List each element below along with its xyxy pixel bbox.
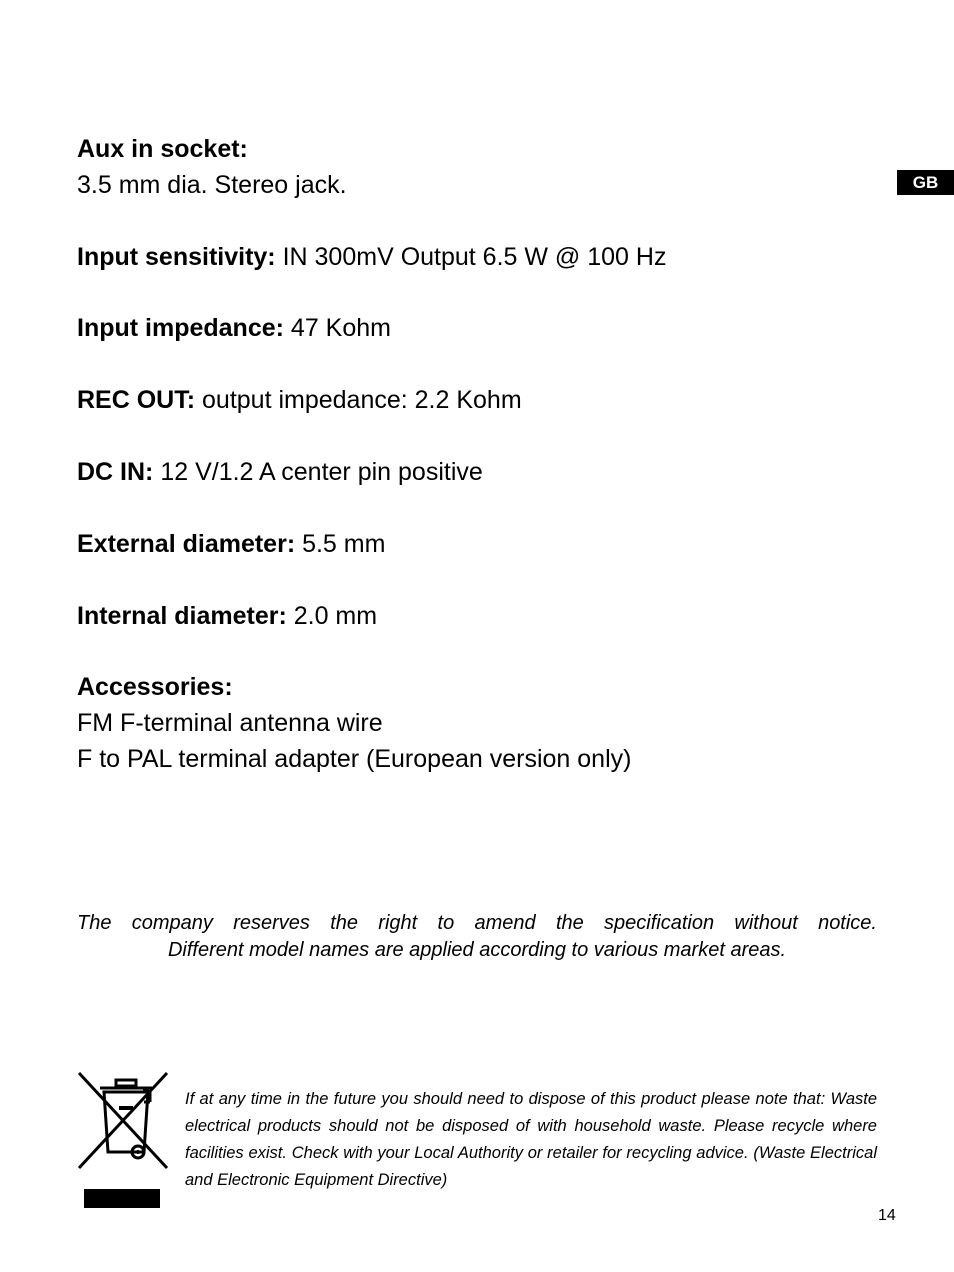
disposal-notice: If at any time in the future you should need to dispose of this product please note that: Waste electrical products should not be disposed of with household waste. Please recycle where facilities exist. Check with your Local Authority or retailer for recycling advice. (Waste Electrical and Electronic Equipment Directive) bbox=[185, 1090, 877, 1189]
notice-line: Different model names are applied according to various market areas. bbox=[167, 939, 787, 961]
specification-notice bbox=[77, 910, 877, 964]
spec-label: Aux in socket: bbox=[77, 135, 248, 163]
spec-label: Input impedance: bbox=[77, 314, 284, 342]
spec-label: Input sensitivity: bbox=[77, 243, 276, 271]
accessory-item: F to PAL terminal adapter (European version only) bbox=[77, 745, 632, 773]
rec-out-spec bbox=[77, 382, 522, 418]
spec-value: 5.5 mm bbox=[295, 530, 386, 558]
spec-label: Internal diameter: bbox=[77, 602, 287, 630]
internal-diameter-spec bbox=[77, 598, 377, 634]
spec-label: DC IN: bbox=[77, 458, 154, 486]
aux-in-socket-value: 3.5 mm dia. Stereo jack. bbox=[77, 171, 347, 199]
spec-label: REC OUT: bbox=[77, 386, 196, 414]
spec-value: 2.0 mm bbox=[286, 602, 378, 630]
input-sensitivity-spec bbox=[77, 239, 666, 275]
notice-line: The company reserves the right to amend the specification without notice. bbox=[77, 912, 877, 934]
external-diameter-spec bbox=[77, 526, 385, 562]
page-number: 14 bbox=[878, 1207, 896, 1224]
spec-label: External diameter: bbox=[77, 530, 296, 558]
accessories-heading bbox=[77, 669, 233, 705]
dc-in-spec bbox=[77, 454, 483, 490]
aux-in-socket-label bbox=[77, 131, 248, 167]
language-tab: GB bbox=[897, 170, 954, 195]
accessory-item: FM F-terminal antenna wire bbox=[77, 709, 383, 737]
spec-label: Accessories: bbox=[77, 673, 233, 701]
crossed-out-wheelie-bin-icon bbox=[74, 1070, 172, 1210]
spec-value: 12 V/1.2 A center pin positive bbox=[153, 458, 483, 486]
input-impedance-spec bbox=[77, 310, 391, 346]
spec-value: 47 Kohm bbox=[283, 314, 391, 342]
spec-value: IN 300mV Output 6.5 W @ 100 Hz bbox=[275, 243, 667, 271]
spec-value: output impedance: 2.2 Kohm bbox=[195, 386, 522, 414]
